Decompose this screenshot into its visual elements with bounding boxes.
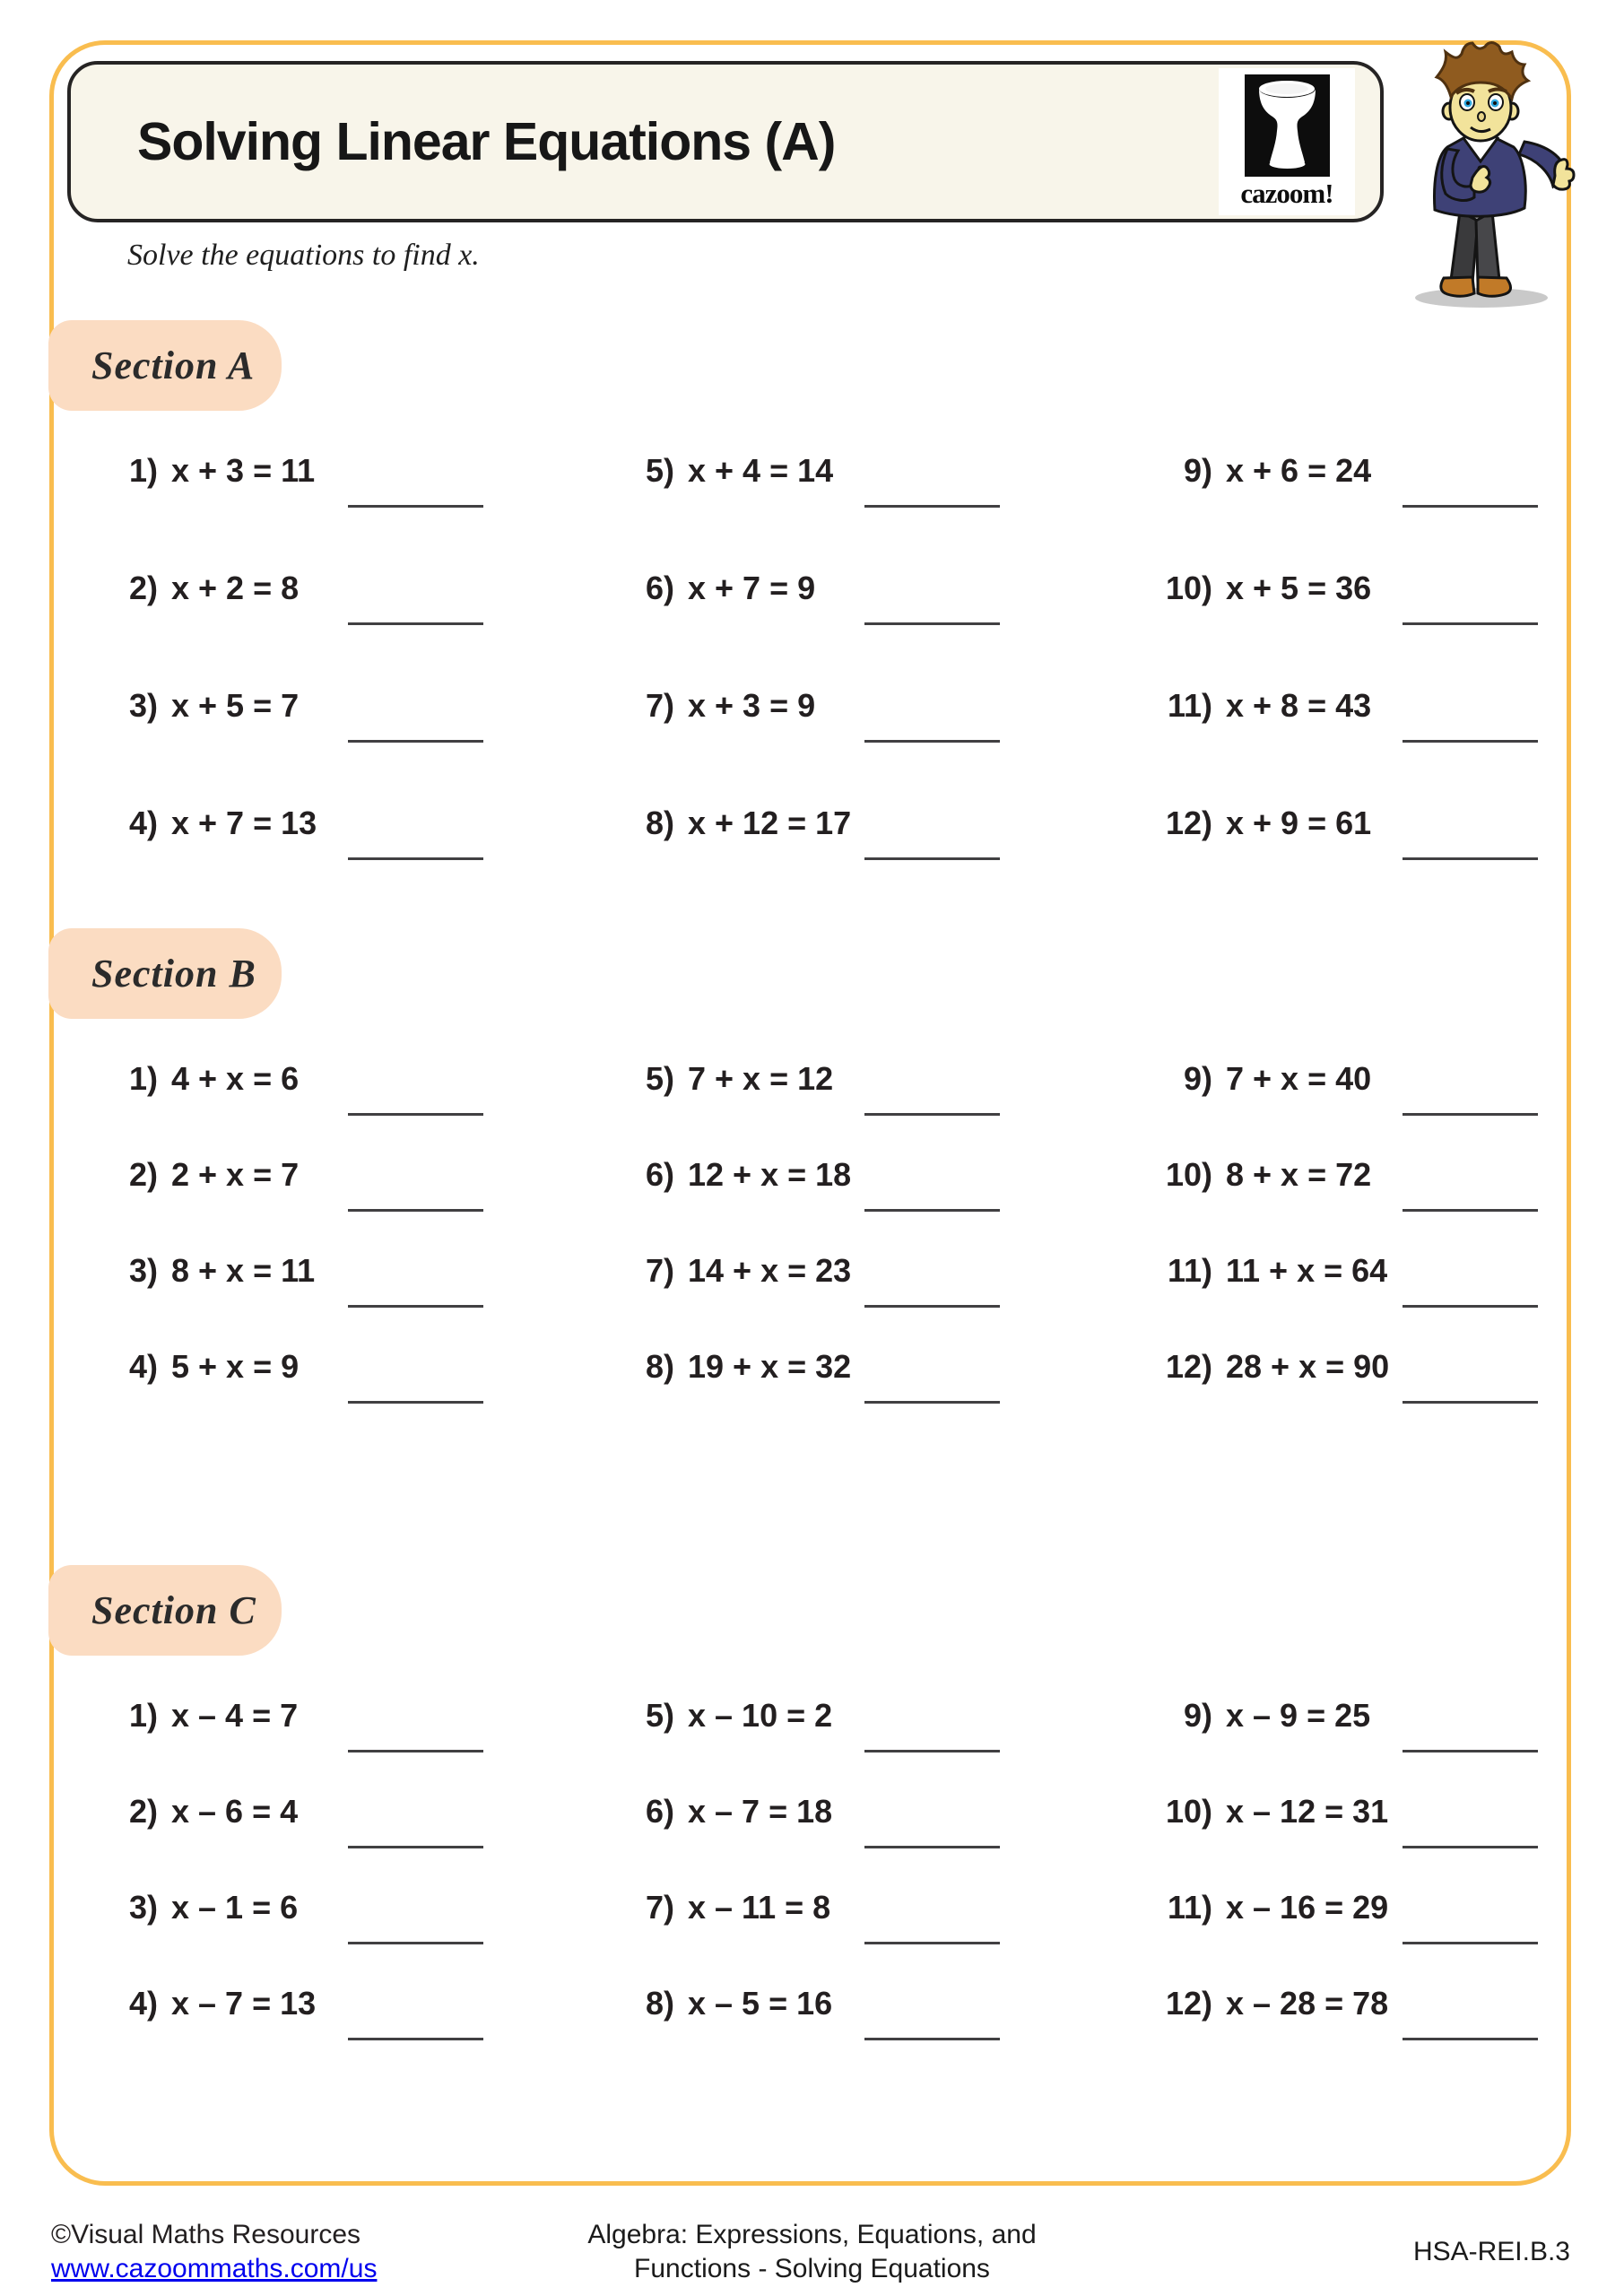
problem-equation: x – 4 = 7 [171,1697,299,1734]
problem-row [619,1348,1157,1444]
problem-equation: 2 + x = 7 [171,1156,300,1193]
answer-line [348,1889,483,1944]
problem-row [102,1348,619,1444]
title-box [67,61,1384,222]
problem-row [1157,1348,1558,1444]
answer-line [1403,1252,1538,1308]
problem-row [1157,1985,1558,2081]
problem-equation: 19 + x = 32 [688,1348,852,1385]
answer-line [1403,570,1538,625]
problem-number: 2) [128,570,158,606]
problem-number: 8) [645,1348,674,1385]
topic-line1: Algebra: Expressions, Equations, and [587,2220,1037,2249]
answer-line [864,1889,1000,1944]
problem-equation: x – 5 = 16 [688,1985,833,2022]
problem-row [619,1697,1157,1793]
problem-row [619,1793,1157,1889]
problem-equation: 8 + x = 11 [171,1252,316,1289]
answer-line [864,1060,1000,1116]
answer-line [1403,687,1538,743]
problem-number: 3) [128,687,158,724]
problem-row [102,1697,619,1793]
problem-number: 9) [1183,1697,1212,1734]
problem-number: 1) [128,1697,158,1734]
problem-row [619,804,1157,922]
problem-equation: x + 3 = 11 [171,452,316,489]
problem-equation: x – 28 = 78 [1226,1985,1389,2022]
problem-row [102,804,619,922]
problem-number: 8) [645,804,674,841]
cazoom-logo [1219,68,1355,215]
problem-equation: x – 10 = 2 [688,1697,833,1734]
answer-line [348,1060,483,1116]
section-badge [48,320,282,411]
problem-row [102,1793,619,1889]
answer-line [1403,804,1538,860]
problem-equation: x – 1 = 6 [171,1889,299,1926]
problem-number: 4) [128,804,158,841]
problem-row [102,1252,619,1348]
problem-number: 7) [645,687,674,724]
problem-grid [102,1697,1558,2081]
problem-equation: x + 3 = 9 [688,687,816,724]
problem-number: 7) [645,1252,674,1289]
problem-number: 10) [1165,1793,1212,1830]
problem-row [102,1060,619,1156]
problem-number: 1) [128,1060,158,1097]
problem-row [102,1889,619,1985]
problem-equation: x – 9 = 25 [1226,1697,1371,1734]
problem-row [619,1889,1157,1985]
problem-row [619,1252,1157,1348]
answer-line [348,1793,483,1848]
problem-row [1157,804,1558,922]
problem-number: 6) [645,570,674,606]
problem-number: 11) [1167,687,1212,724]
problem-row [1157,1060,1558,1156]
problem-number: 5) [645,452,674,489]
problem-equation: x – 12 = 31 [1226,1793,1389,1830]
worksheet-section [48,1565,1558,2081]
problem-number: 11) [1167,1889,1212,1926]
problem-number: 5) [645,1697,674,1734]
problem-row [619,1060,1157,1156]
logo-text: cazoom! [1240,177,1333,209]
problem-row [1157,687,1558,804]
problem-number: 9) [1183,1060,1212,1097]
answer-line [1403,1348,1538,1404]
problem-equation: 7 + x = 40 [1226,1060,1372,1097]
problem-row [619,1156,1157,1252]
problem-row [102,687,619,804]
answer-line [348,570,483,625]
problem-equation: 11 + x = 64 [1226,1252,1388,1289]
problem-number: 2) [128,1156,158,1193]
problem-number: 3) [128,1252,158,1289]
problem-number: 12) [1165,1985,1212,2022]
problem-equation: x – 7 = 13 [171,1985,317,2022]
problem-row [1157,1793,1558,1889]
answer-line [864,687,1000,743]
problem-number: 10) [1165,570,1212,606]
answer-line [348,804,483,860]
answer-line [864,1156,1000,1212]
problem-number: 3) [128,1889,158,1926]
problem-number: 1) [128,452,158,489]
answer-line [864,1252,1000,1308]
answer-line [1403,1985,1538,2040]
section-badge [48,1565,282,1656]
answer-line [1403,1697,1538,1752]
problem-row [619,1985,1157,2081]
problem-number: 11) [1167,1252,1212,1289]
drum-icon [1245,74,1330,177]
problem-number: 8) [645,1985,674,2022]
section-label: Section C [91,1588,256,1632]
problem-row [1157,1889,1558,1985]
problem-equation: x + 4 = 14 [688,452,834,489]
problem-equation: 5 + x = 9 [171,1348,300,1385]
answer-line [864,1985,1000,2040]
problem-equation: x + 5 = 36 [1226,570,1372,606]
problem-row [1157,1156,1558,1252]
worksheet-section [48,928,1558,1444]
website-link[interactable]: www.cazoommaths.com/us [51,2254,378,2283]
problem-row [1157,1697,1558,1793]
problem-number: 6) [645,1156,674,1193]
problem-equation: 8 + x = 72 [1226,1156,1372,1193]
problem-number: 12) [1165,804,1212,841]
answer-line [348,1252,483,1308]
problem-equation: 4 + x = 6 [171,1060,300,1097]
copyright-text: ©Visual Maths Resources [51,2220,361,2249]
problem-number: 2) [128,1793,158,1830]
answer-line [1403,452,1538,508]
problem-equation: x + 7 = 13 [171,804,317,841]
answer-line [1403,1793,1538,1848]
problem-number: 10) [1165,1156,1212,1193]
problem-equation: 12 + x = 18 [688,1156,852,1193]
answer-line [864,570,1000,625]
problem-equation: x + 9 = 61 [1226,804,1372,841]
answer-line [864,1348,1000,1404]
problem-grid [102,452,1558,922]
answer-line [864,804,1000,860]
section-badge [48,928,282,1019]
answer-line [1403,1060,1538,1116]
problem-number: 9) [1183,452,1212,489]
answer-line [1403,1156,1538,1212]
problem-number: 4) [128,1348,158,1385]
problem-equation: 28 + x = 90 [1226,1348,1390,1385]
answer-line [348,452,483,508]
section-label: Section A [91,344,256,387]
problem-row [102,570,619,687]
problem-equation: x + 6 = 24 [1226,452,1372,489]
problem-row [619,452,1157,570]
topic-line2: Functions - Solving Equations [634,2254,990,2283]
answer-line [348,687,483,743]
problem-number: 5) [645,1060,674,1097]
problem-equation: x + 2 = 8 [171,570,300,606]
answer-line [864,452,1000,508]
answer-line [864,1697,1000,1752]
problem-equation: x + 5 = 7 [171,687,300,724]
problem-grid [102,1060,1558,1444]
problem-row [1157,570,1558,687]
answer-line [348,1348,483,1404]
page-title: Solving Linear Equations (A) [137,112,836,171]
problem-equation: x – 6 = 4 [171,1793,299,1830]
problem-equation: 7 + x = 12 [688,1060,834,1097]
problem-row [619,570,1157,687]
problem-equation: x + 12 = 17 [688,804,852,841]
problem-equation: x – 16 = 29 [1226,1889,1389,1926]
problem-row [1157,452,1558,570]
answer-line [348,1156,483,1212]
problem-row [1157,1252,1558,1348]
answer-line [864,1793,1000,1848]
problem-equation: x + 7 = 9 [688,570,816,606]
worksheet-border [49,40,1571,2186]
section-label: Section B [91,952,256,996]
problem-row [619,687,1157,804]
problem-number: 12) [1165,1348,1212,1385]
answer-line [1403,1889,1538,1944]
answer-line [348,1985,483,2040]
problem-number: 7) [645,1889,674,1926]
problem-row [102,452,619,570]
problem-row [102,1156,619,1252]
problem-equation: 14 + x = 23 [688,1252,852,1289]
instruction-text: Solve the equations to find x. [127,239,480,272]
problem-number: 6) [645,1793,674,1830]
problem-number: 4) [128,1985,158,2022]
problem-equation: x – 7 = 18 [688,1793,833,1830]
boy-mascot-illustration [1388,41,1580,310]
problem-equation: x + 8 = 43 [1226,687,1372,724]
footer-topic [0,2218,1624,2286]
worksheet-section [48,320,1558,922]
problem-row [102,1985,619,2081]
standard-code: HSA-REI.B.3 [1412,2237,1570,2266]
problem-equation: x – 11 = 8 [688,1889,831,1926]
answer-line [348,1697,483,1752]
